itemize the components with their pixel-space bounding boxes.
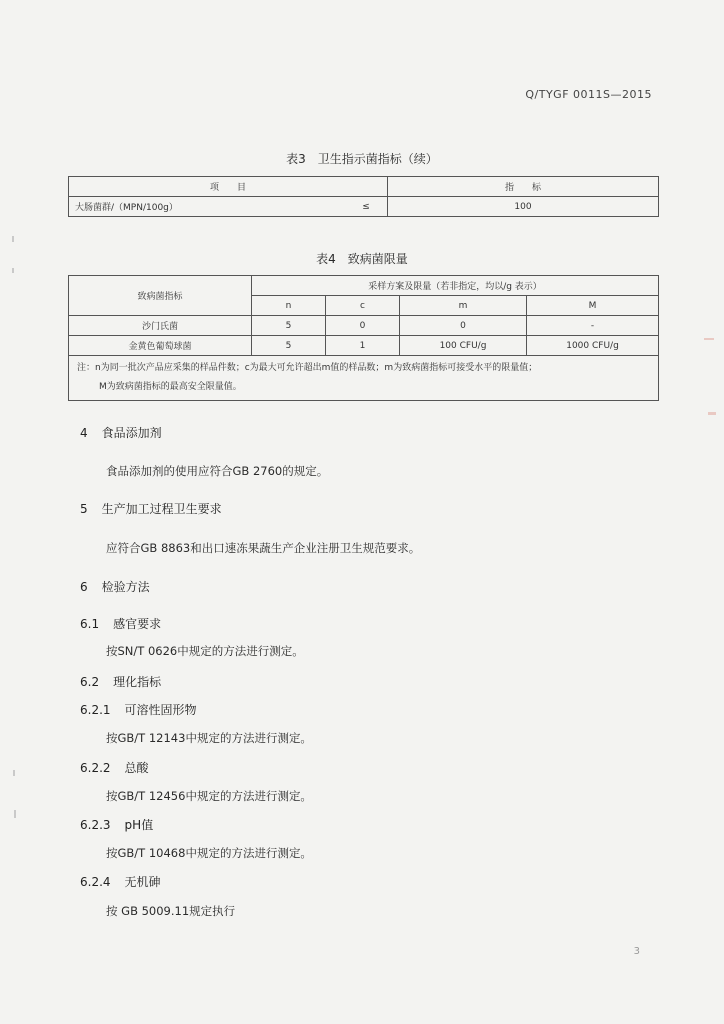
table-row <box>69 316 659 336</box>
table4-note <box>69 356 659 401</box>
section-6-1-heading <box>80 615 161 632</box>
scan-speck <box>14 810 16 818</box>
scan-stain <box>704 338 714 340</box>
table4-row-M: - <box>527 316 659 336</box>
table3-row-op: ≤ <box>345 197 388 217</box>
section-number: 6.2 <box>80 675 100 689</box>
page-number: 3 <box>633 946 640 957</box>
table4-note-line2: M为致病菌指标的最高安全限量值。 <box>99 382 242 392</box>
section-number: 6.1 <box>80 617 100 631</box>
scan-speck <box>12 236 14 242</box>
section-number: 6 <box>80 580 88 594</box>
table4-caption: 表4 致病菌限量 <box>316 252 408 266</box>
table4 <box>68 275 659 401</box>
section-title: 感官要求 <box>113 617 162 631</box>
section-title: 检验方法 <box>101 580 150 594</box>
section-6-heading <box>80 578 150 595</box>
section-6-2-4-text: 按 GB 5009.11规定执行 <box>106 904 236 918</box>
scan-stain <box>708 412 716 415</box>
section-title: 总酸 <box>124 761 149 775</box>
table4-sub-M: M <box>527 296 659 316</box>
table3-row-value: 100 <box>388 197 659 217</box>
section-6-2-1-heading <box>80 701 197 718</box>
section-6-2-4-heading <box>80 873 161 890</box>
section-6-2-3-text: 按GB/T 10468中规定的方法进行测定。 <box>106 846 312 860</box>
table3-row-item: 大肠菌群/（MPN/100g） <box>69 197 346 217</box>
section-5-text: 应符合GB 8863和出口速冻果蔬生产企业注册卫生规范要求。 <box>106 541 421 555</box>
section-6-2-3-heading <box>80 816 153 833</box>
table3-col-item: 项 目 <box>69 177 388 197</box>
table4-sub-c: c <box>326 296 400 316</box>
table4-row-c: 1 <box>326 336 400 356</box>
scan-speck <box>12 268 14 273</box>
table4-note-line1: 注：n为同一批次产品应采集的样品件数；c为最大可允许超出m值的样品数；m为致病菌指标可接受水平的限量值； <box>77 363 538 373</box>
table4-row-m: 100 CFU/g <box>400 336 527 356</box>
section-title: 理化指标 <box>113 675 162 689</box>
section-number: 5 <box>80 502 88 516</box>
table4-sub-n: n <box>252 296 326 316</box>
section-title: pH值 <box>124 818 154 832</box>
table4-row-c: 0 <box>326 316 400 336</box>
section-6-2-2-text: 按GB/T 12456中规定的方法进行测定。 <box>106 789 312 803</box>
section-number: 6.2.1 <box>80 703 111 717</box>
section-4-heading <box>80 424 162 441</box>
table4-row-m: 0 <box>400 316 527 336</box>
table4-head-plan: 采样方案及限量（若非指定，均以/g 表示） <box>252 276 659 296</box>
section-title: 可溶性固形物 <box>124 703 197 717</box>
table-row <box>69 336 659 356</box>
table4-row-name: 沙门氏菌 <box>69 316 252 336</box>
section-title: 无机砷 <box>124 875 161 889</box>
section-title: 食品添加剂 <box>101 426 162 440</box>
section-5-heading <box>80 500 222 517</box>
section-number: 6.2.3 <box>80 818 111 832</box>
table4-row-name: 金黄色葡萄球菌 <box>69 336 252 356</box>
section-number: 6.2.4 <box>80 875 111 889</box>
table3-col-value: 指 标 <box>388 177 659 197</box>
table4-row-n: 5 <box>252 336 326 356</box>
table4-head-indicator: 致病菌指标 <box>69 276 252 316</box>
section-number: 6.2.2 <box>80 761 111 775</box>
table4-row-n: 5 <box>252 316 326 336</box>
table4-row-M: 1000 CFU/g <box>527 336 659 356</box>
scan-speck <box>13 770 15 776</box>
section-6-2-2-heading <box>80 759 149 776</box>
section-6-1-text: 按SN/T 0626中规定的方法进行测定。 <box>106 644 304 658</box>
table3-caption: 表3 卫生指示菌指标（续） <box>286 152 438 166</box>
section-number: 4 <box>80 426 88 440</box>
section-6-2-1-text: 按GB/T 12143中规定的方法进行测定。 <box>106 731 312 745</box>
section-title: 生产加工过程卫生要求 <box>101 502 222 516</box>
table4-sub-m: m <box>400 296 527 316</box>
table3 <box>68 176 659 217</box>
section-4-text: 食品添加剂的使用应符合GB 2760的规定。 <box>106 464 329 478</box>
section-6-2-heading <box>80 673 161 690</box>
document-code: Q/TYGF 0011S—2015 <box>525 88 652 101</box>
